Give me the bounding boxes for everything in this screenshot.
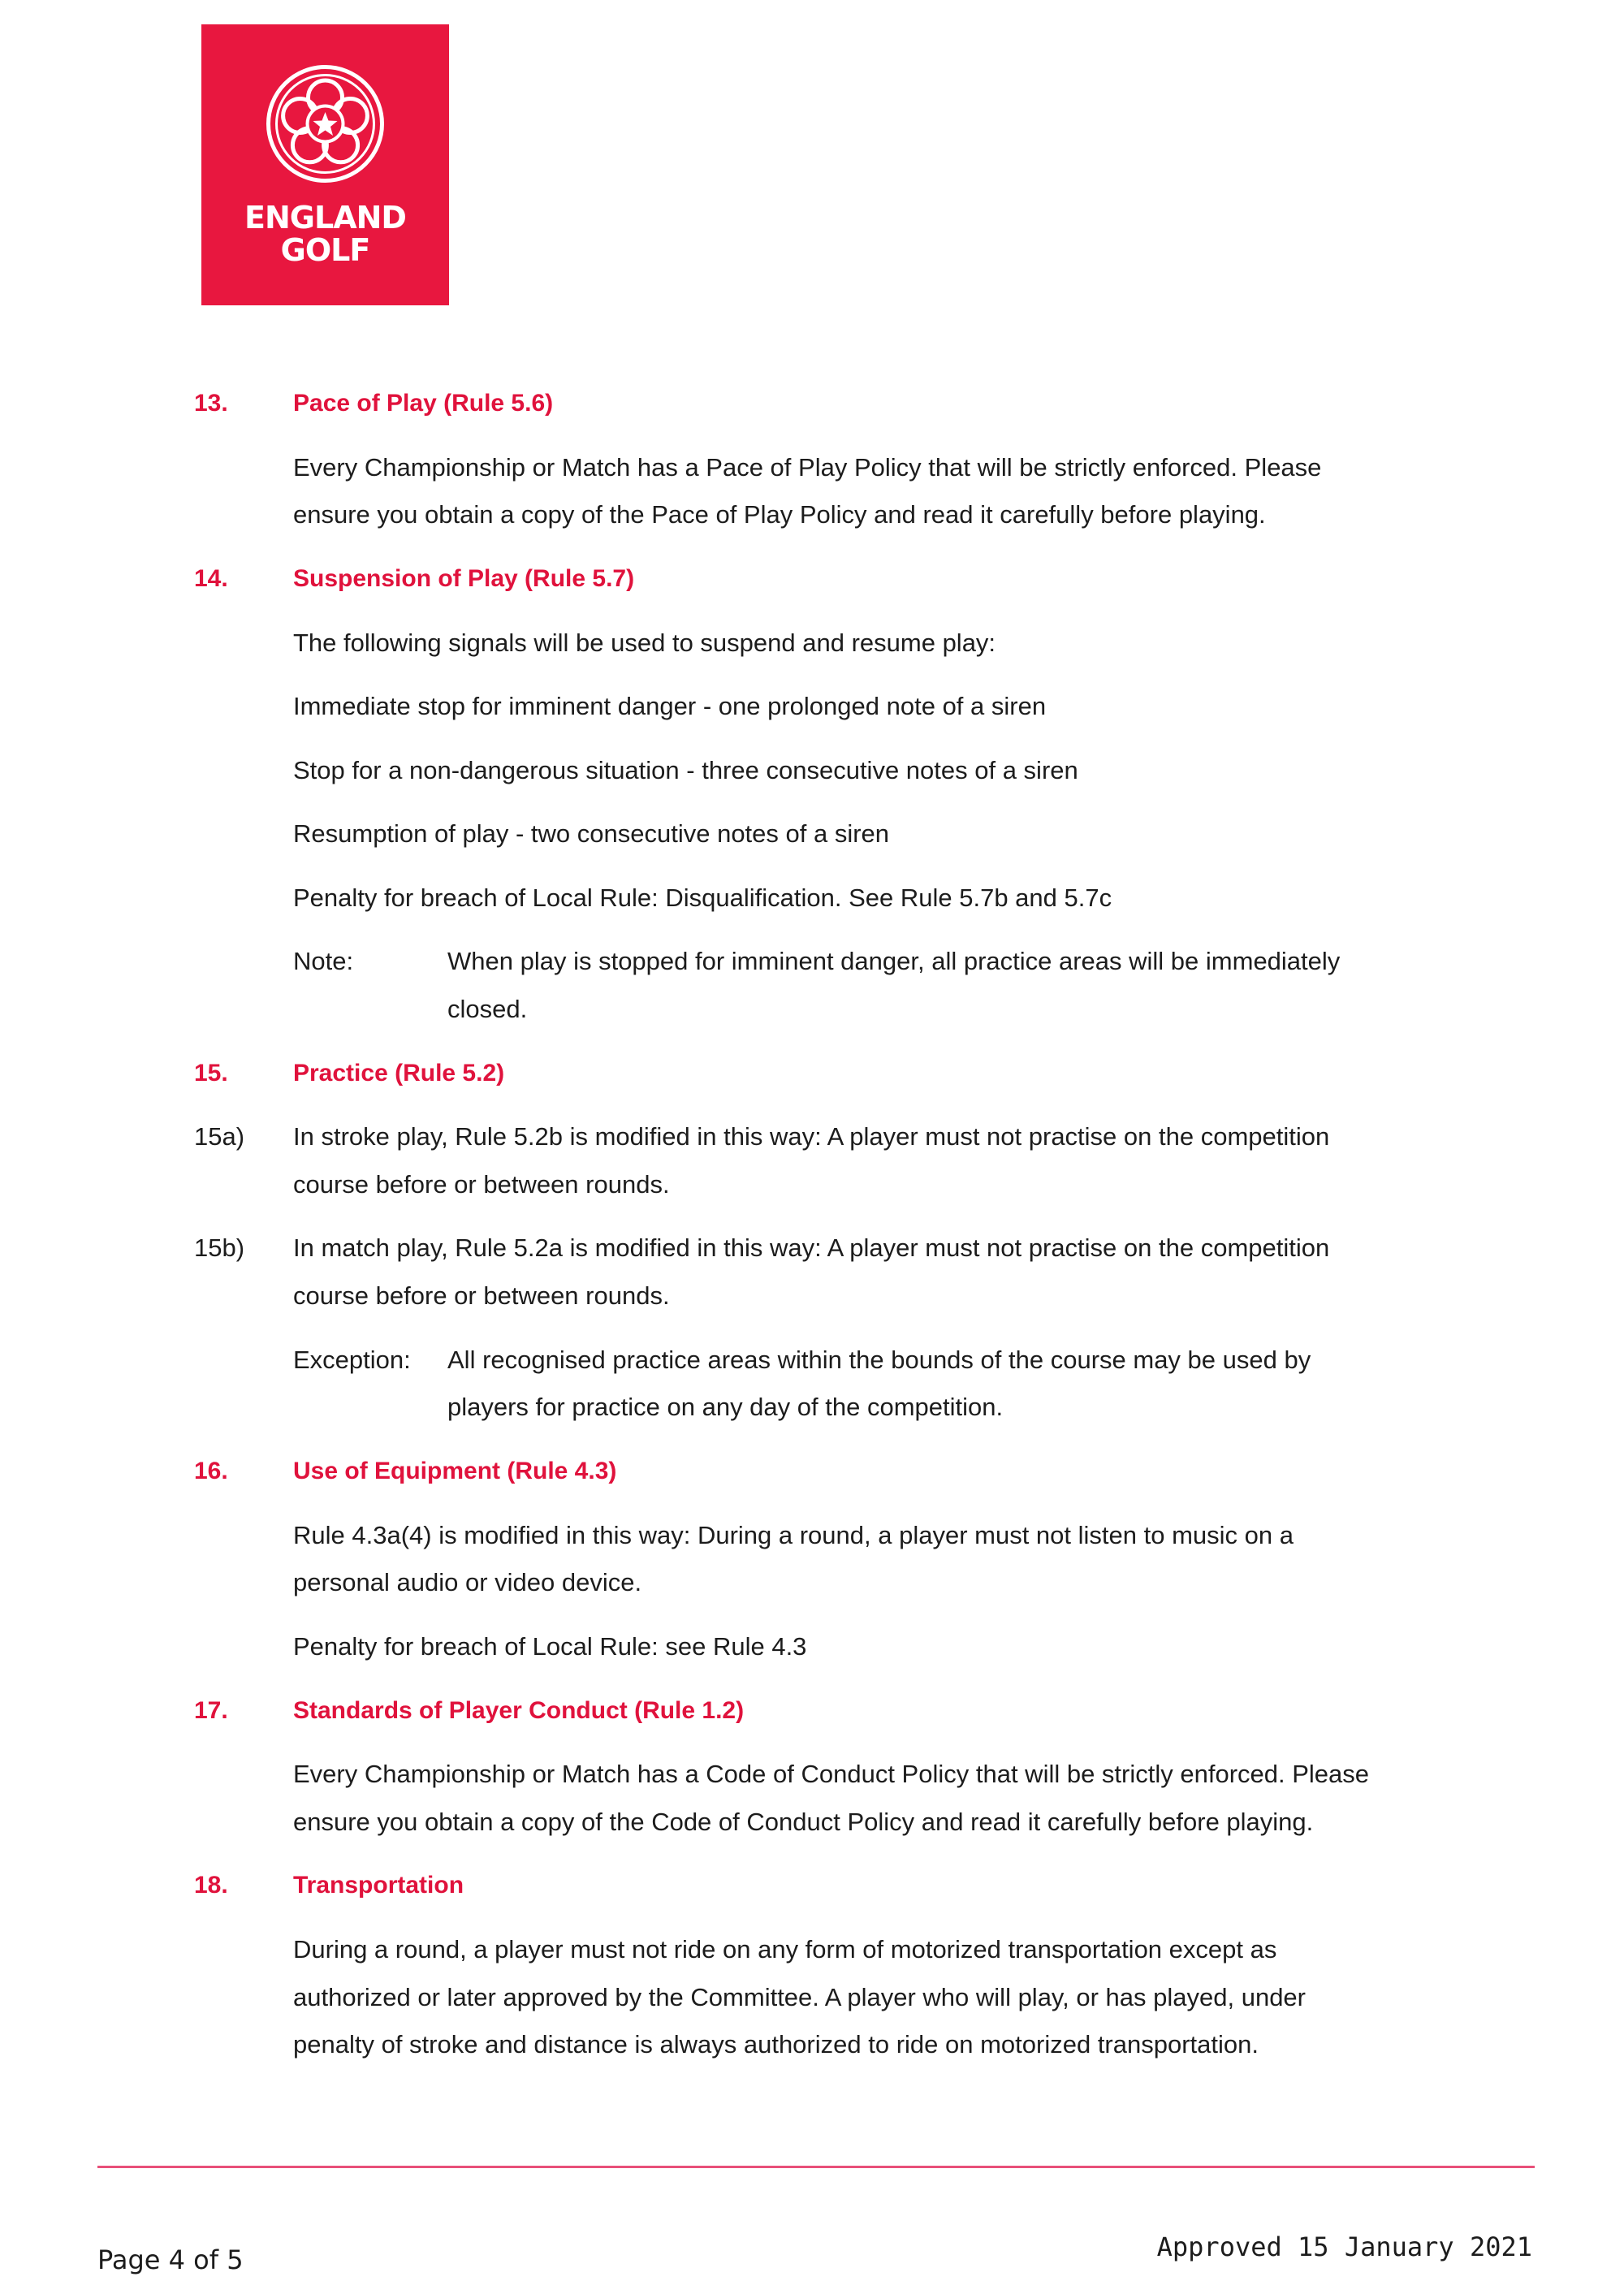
section-15-number: 15. [194, 1060, 228, 1087]
section-16-number: 16. [194, 1458, 228, 1484]
section-15b-text-line: course before or between rounds. [293, 1281, 670, 1310]
section-13-number: 13. [194, 390, 228, 417]
section-17-number: 17. [194, 1697, 228, 1724]
section-18-paragraph-line: During a round, a player must not ride on any form of motorized transportation except as [293, 1935, 1277, 1964]
signal-immediate-stop: Immediate stop for imminent danger - one prolonged note of a siren [293, 692, 1047, 720]
signal-resumption: Resumption of play - two consecutive notes of a siren [293, 819, 890, 848]
section-18-paragraph-line: penalty of stroke and distance is always authorized to ride on motorized transportation. [293, 2030, 1259, 2059]
note-label: Note: [293, 947, 354, 975]
section-13-paragraph-line: ensure you obtain a copy of the Pace of Play Policy and read it carefully before playing. [293, 500, 1266, 529]
section-17-paragraph-line: Every Championship or Match has a Code of Conduct Policy that will be strictly enforced. Please [293, 1760, 1370, 1788]
signal-non-dangerous-stop: Stop for a non-dangerous situation - three consecutive notes of a siren [293, 756, 1078, 784]
exception-text-line: All recognised practice areas within the bounds of the course may be used by [447, 1346, 1311, 1374]
section-18-paragraph-line: authorized or later approved by the Committee. A player who will play, or has played, under [293, 1983, 1306, 2011]
section-15-heading: Practice (Rule 5.2) [293, 1060, 505, 1087]
section-16-heading: Use of Equipment (Rule 4.3) [293, 1458, 617, 1484]
section-15b-text-line: In match play, Rule 5.2a is modified in this way: A player must not practise on the competition [293, 1233, 1330, 1262]
section-15b-label: 15b) [194, 1233, 245, 1262]
section-17-paragraph-line: ensure you obtain a copy of the Code of Conduct Policy and read it carefully before playing. [293, 1808, 1314, 1836]
logo-text-golf: GOLF [280, 232, 370, 268]
exception-label: Exception: [293, 1346, 411, 1374]
england-golf-logo [201, 24, 449, 305]
section-16-paragraph-line: Rule 4.3a(4) is modified in this way: During a round, a player must not listen to music on a [293, 1521, 1294, 1549]
section-16-paragraph-line: personal audio or video device. [293, 1568, 642, 1596]
footer-divider [97, 2166, 1535, 2168]
section-15a-text-line: course before or between rounds. [293, 1170, 670, 1199]
section-18-heading: Transportation [293, 1872, 464, 1899]
section-13-paragraph-line: Every Championship or Match has a Pace of Play Policy that will be strictly enforced. Please [293, 453, 1322, 482]
section-15a-text-line: In stroke play, Rule 5.2b is modified in this way: A player must not practise on the competition [293, 1122, 1330, 1151]
section-14-number: 14. [194, 565, 228, 592]
section-14-heading: Suspension of Play (Rule 5.7) [293, 565, 635, 592]
section-13-heading: Pace of Play (Rule 5.6) [293, 390, 554, 417]
section-18-number: 18. [194, 1872, 228, 1899]
rose-emblem-icon [266, 65, 384, 183]
section-16-penalty: Penalty for breach of Local Rule: see Rule 4.3 [293, 1632, 807, 1661]
logo-text-england: ENGLAND [244, 200, 406, 235]
page-number: Page 4 of 5 [97, 2244, 244, 2275]
note-text-line: When play is stopped for imminent danger, all practice areas will be immediately [447, 947, 1341, 975]
approval-date: Approved 15 January 2021 [1156, 2231, 1532, 2262]
exception-text-line: players for practice on any day of the competition. [447, 1393, 1004, 1421]
section-14-penalty: Penalty for breach of Local Rule: Disqualification. See Rule 5.7b and 5.7c [293, 883, 1112, 912]
note-text-line: closed. [447, 995, 528, 1023]
section-15a-label: 15a) [194, 1122, 245, 1151]
section-14-intro: The following signals will be used to suspend and resume play: [293, 629, 996, 657]
section-17-heading: Standards of Player Conduct (Rule 1.2) [293, 1697, 745, 1724]
